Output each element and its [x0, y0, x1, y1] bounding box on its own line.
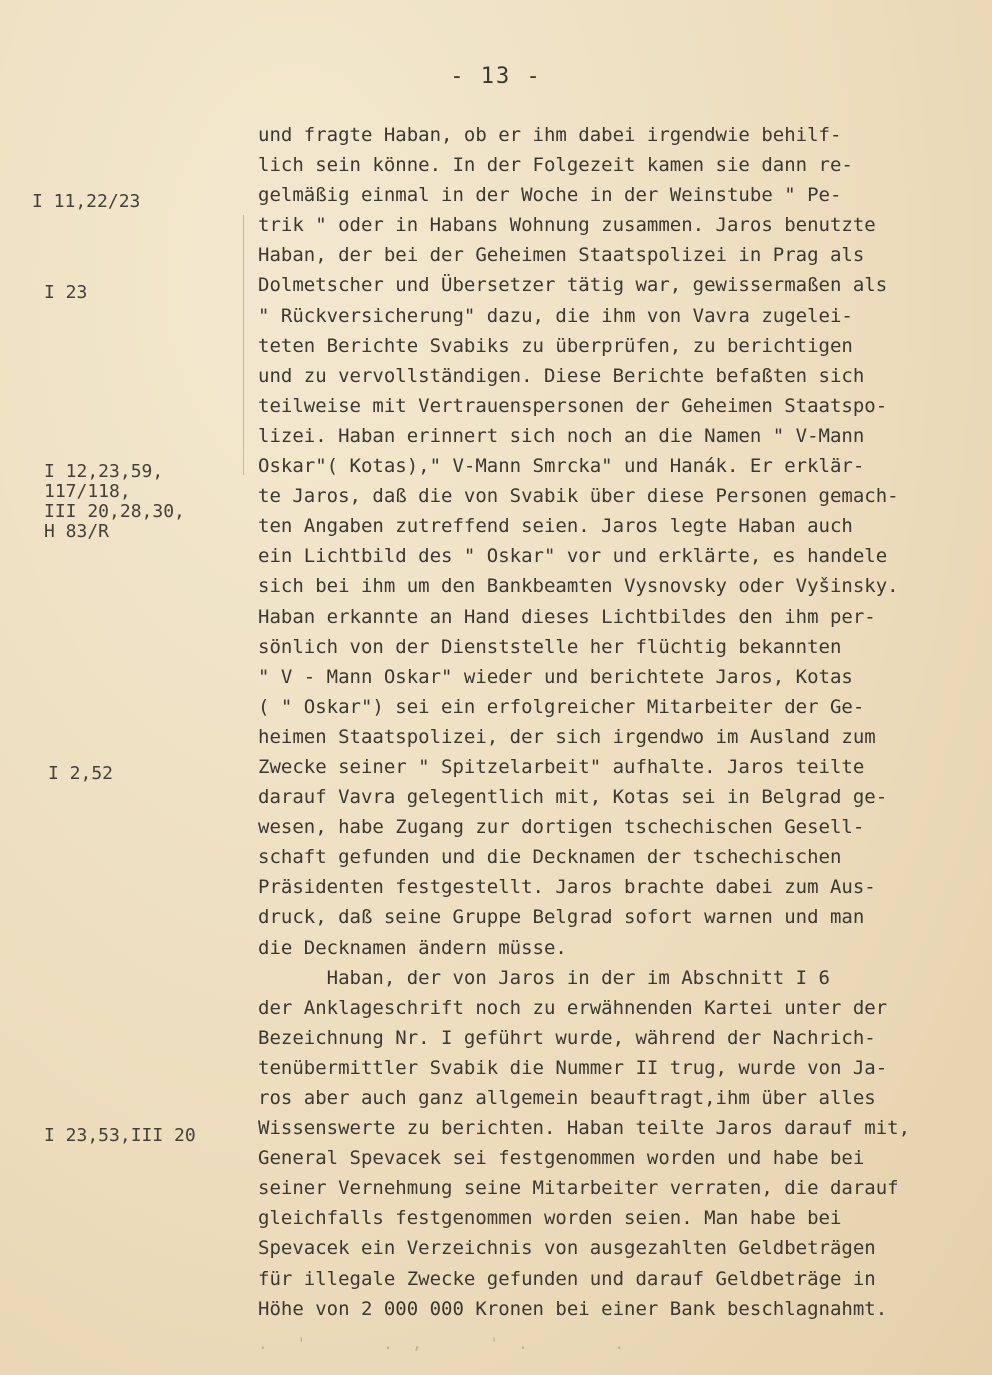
text-line: ( " Oskar") sei ein erfolgreicher Mitarbeiter der Ge- [258, 695, 865, 718]
margin-rule [243, 215, 244, 475]
text-line: und fragte Haban, ob er ihm dabei irgendwie behilf- [258, 124, 842, 146]
text-line: lizei. Haban erinnert sich noch an die Namen " V-Mann [258, 424, 865, 447]
text-line: sich bei ihm um den Bankbeamten Vysnovsky oder Vyšinsky. [258, 575, 899, 598]
text-line: ros aber auch ganz allgemein beauftragt,ihm über alles [258, 1087, 876, 1109]
text-line: Höhe von 2 000 000 Kronen bei einer Bank beschlagnahmt. [258, 1297, 888, 1320]
text-line: der Anklageschrift noch zu erwähnenden Kartei unter der [258, 996, 888, 1019]
margin-note: I 23,53,III 20 [44, 1125, 196, 1146]
text-line: te Jaros, daß die von Svabik über diese Personen gemach- [258, 485, 899, 508]
text-line: Bezeichnung Nr. I geführt wurde, während der Nachrich- [258, 1026, 876, 1049]
text-line: Haban erkannte an Hand dieses Lichtbildes den ihm per- [258, 605, 876, 628]
text-line: Wissenswerte zu berichten. Haban teilte Jaros darauf mit, [258, 1117, 911, 1140]
text-line: Haban, der von Jaros in der im Abschnitt I 6 [258, 966, 830, 989]
text-line: Präsidenten festgestellt. Jaros brachte dabei zum Aus- [258, 876, 876, 899]
text-line: gleichfalls festgenommen worden seien. Man habe bei [258, 1207, 842, 1230]
text-line: Dolmetscher und Übersetzer tätig war, gewissermaßen als [258, 274, 888, 297]
text-line: druck, daß seine Gruppe Belgrad sofort warnen und man [258, 906, 865, 929]
text-line: Zwecke seiner " Spitzelarbeit" aufhalte. Jaros teilte [258, 755, 865, 778]
text-line: " V - Mann Oskar" wieder und berichtete Jaros, Kotas [258, 665, 853, 688]
text-line: tenübermittler Svabik die Nummer II trug, wurde von Ja- [258, 1056, 888, 1079]
text-line: ein Lichtbild des " Oskar" vor und erklärte, es handele [258, 545, 888, 568]
margin-note: I 2,52 [48, 763, 114, 784]
text-line: für illegale Zwecke gefunden und darauf Geldbeträge in [258, 1267, 876, 1290]
margin-note: I 11,22/23 [32, 191, 141, 212]
text-line: teilweise mit Vertrauenspersonen der Geheimen Staatspo- [258, 394, 888, 417]
text-line: schaft gefunden und die Decknamen der tschechischen [258, 846, 842, 869]
faded-bottom-line: . ' . , ' . . [258, 1334, 625, 1353]
text-line: lich sein könne. In der Folgezeit kamen sie dann re- [258, 154, 853, 177]
text-line: Oskar"( Kotas)," V-Mann Smrcka" und Hanák. Er erklär- [258, 455, 865, 478]
text-line: heimen Staatspolizei, der sich irgendwo im Ausland zum [258, 725, 876, 748]
body-text [258, 120, 958, 1324]
text-line: die Decknamen ändern müsse. [258, 936, 567, 959]
text-line: teten Berichte Svabiks zu überprüfen, zu berichtigen [258, 334, 853, 357]
text-line: sönlich von der Dienststelle her flüchtig bekannten [258, 635, 842, 658]
text-line: Haban, der bei der Geheimen Staatspolizei in Prag als [258, 244, 865, 267]
text-line: gelmäßig einmal in der Woche in der Weinstube " Pe- [258, 184, 842, 207]
text-line: wesen, habe Zugang zur dortigen tschechischen Gesell- [258, 816, 865, 839]
text-line: ten Angaben zutreffend seien. Jaros legte Haban auch [258, 515, 853, 538]
text-line: " Rückversicherung" dazu, die ihm von Vavra zugelei- [258, 304, 853, 327]
text-line: und zu vervollständigen. Diese Berichte befaßten sich [258, 364, 865, 387]
margin-note: I 23 [44, 282, 88, 303]
page-number: - 13 - [450, 64, 542, 89]
text-line: General Spevacek sei festgenommen worden und habe bei [258, 1147, 865, 1170]
text-line: trik " oder in Habans Wohnung zusammen. Jaros benutzte [258, 214, 876, 237]
margin-note: I 12,23,59, 117/118, III 20,28,30, H 83/R [44, 461, 185, 542]
text-line: seiner Vernehmung seine Mitarbeiter verraten, die darauf [258, 1177, 899, 1200]
text-line: darauf Vavra gelegentlich mit, Kotas sei in Belgrad ge- [258, 786, 888, 809]
text-line: Spevacek ein Verzeichnis von ausgezahlten Geldbeträgen [258, 1237, 876, 1260]
